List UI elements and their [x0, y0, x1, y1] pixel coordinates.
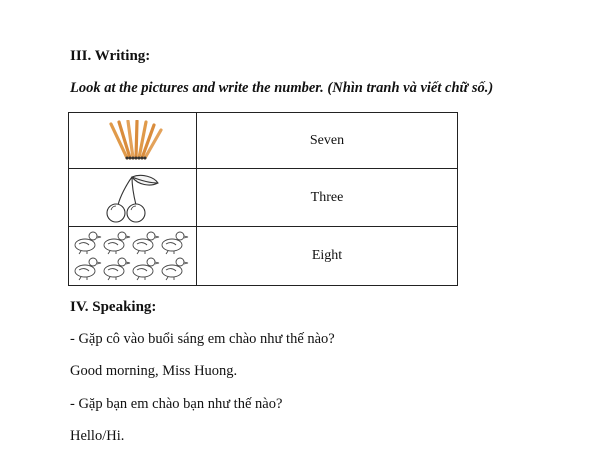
- table-row: [69, 169, 458, 227]
- exercise-table: [68, 112, 458, 286]
- speaking-answer-1: Good morning, Miss Huong.: [70, 363, 238, 379]
- picture-cell: [69, 227, 197, 286]
- number-word: Three: [197, 169, 458, 227]
- writing-heading: III. Writing:: [70, 48, 151, 64]
- number-word: Seven: [197, 113, 458, 169]
- writing-instruction: Look at the pictures and write the number. (Nhìn tranh và viết chữ số.): [70, 80, 494, 96]
- picture-cell: [69, 113, 197, 169]
- number-word: Eight: [197, 227, 458, 286]
- speaking-question-1: - Gặp cô vào buổi sáng em chào như thế nào?: [70, 331, 335, 347]
- ducks-icon: [71, 230, 195, 282]
- table-row: [69, 227, 458, 286]
- speaking-answer-2: Hello/Hi.: [70, 428, 125, 444]
- speaking-heading: IV. Speaking:: [70, 299, 157, 315]
- picture-cell: [69, 169, 197, 227]
- table-row: [69, 113, 458, 169]
- pencils-icon: [101, 120, 165, 162]
- speaking-question-2: - Gặp bạn em chào bạn như thế nào?: [70, 396, 283, 412]
- cherries-icon: [102, 173, 164, 223]
